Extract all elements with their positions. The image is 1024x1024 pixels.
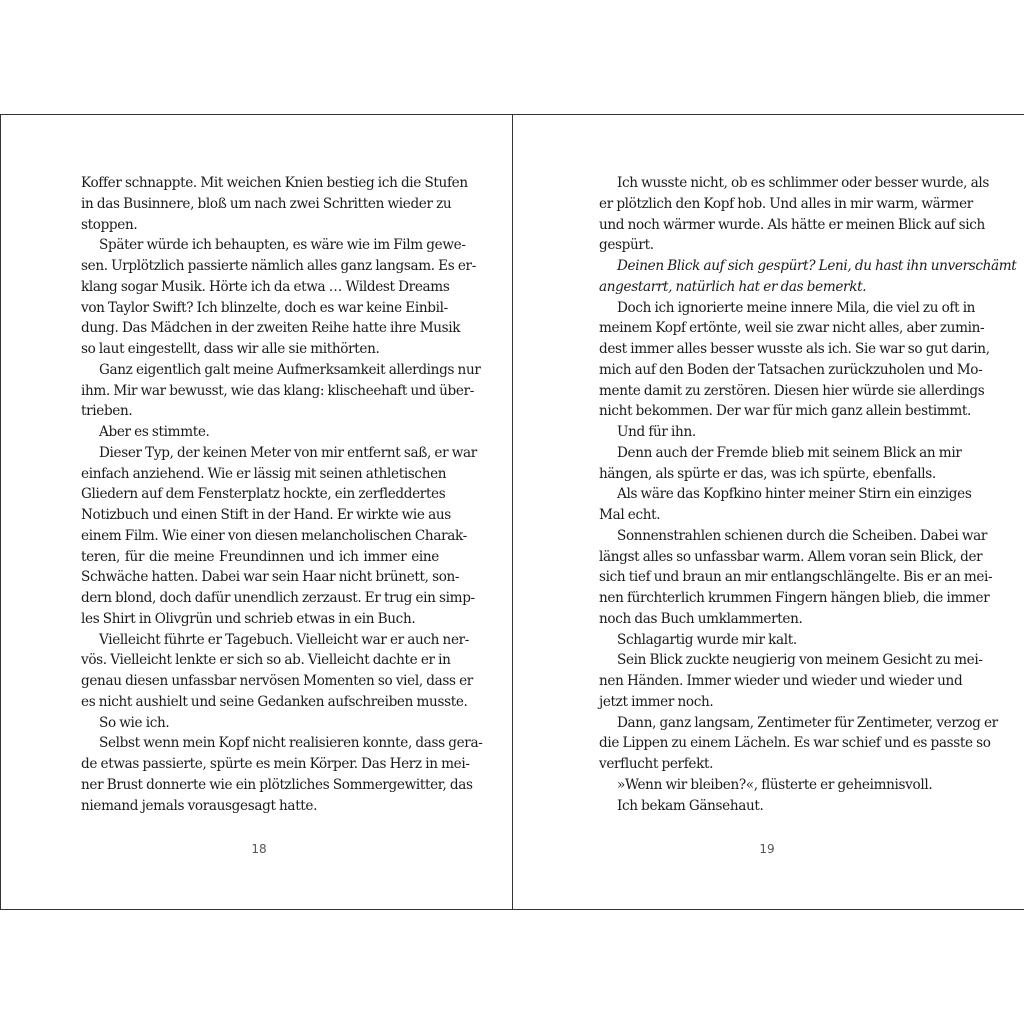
right-page-number: 19: [759, 842, 775, 856]
text-line: mich auf den Boden der Tatsachen zurückzuholen und Mo-: [599, 361, 983, 378]
text-line: Ich bekam Gänsehaut.: [617, 797, 764, 814]
text-line: niemand jemals vorausgesagt hatte.: [81, 797, 318, 814]
book-spread: [0, 114, 1024, 910]
text-line: dest immer alles besser wusste als ich. Sie war so gut darin,: [599, 341, 990, 357]
text-line: Deinen Blick auf sich gespürt? Leni, du hast ihn unverschämt: [617, 258, 1017, 274]
right-page-text: [599, 173, 1017, 816]
text-line: klang sogar Musik. Hörte ich da etwa … Wildest Dreams: [81, 278, 450, 295]
left-page-text: [81, 173, 483, 816]
text-line: Sonnenstrahlen schienen durch die Scheiben. Dabei war: [617, 527, 988, 544]
text-line: Dieser Typ, der keinen Meter von mir entfernt saß, er war: [99, 444, 477, 461]
text-line: sen. Urplötzlich passierte nämlich alles ganz langsam. Es er-: [81, 258, 476, 274]
right-page: [512, 114, 1024, 910]
text-line: angestarrt, natürlich hat er das bemerkt.: [599, 278, 867, 295]
text-line: Mal echt.: [599, 507, 661, 523]
text-line: es nicht aushielt und seine Gedanken aufschreiben musste.: [81, 693, 468, 710]
text-line: jetzt immer noch.: [599, 693, 714, 710]
text-line: in das Businnere, bloß um nach zwei Schritten wieder zu: [81, 195, 452, 212]
text-line: dung. Das Mädchen in der zweiten Reihe hatte ihre Musik: [81, 320, 461, 337]
text-line: Schwäche hatten. Dabei war sein Haar nicht brünett, son-: [81, 569, 460, 586]
text-line: er plötzlich den Kopf hob. Und alles in mir warm, wärmer: [599, 195, 973, 212]
text-line: Denn auch der Fremde blieb mit seinem Blick an mir: [617, 444, 962, 461]
text-line: ihm. Mir war bewusst, wie das klang: klischeehaft und über-: [81, 382, 474, 399]
text-line: Vielleicht führte er Tagebuch. Vielleicht war er auch ner-: [99, 631, 470, 648]
text-line: nen Händen. Immer wieder und wieder und wieder und: [599, 673, 963, 689]
text-line: die Lippen zu einem Lächeln. Es war schief und es passte so: [599, 735, 991, 752]
text-line: meinem Kopf ertönte, weil sie zwar nicht alles, aber zumin-: [599, 320, 985, 337]
text-line: noch das Buch umklammerten.: [599, 610, 803, 627]
text-line: Schlagartig wurde mir kalt.: [617, 631, 797, 648]
text-line: ner Brust donnerte wie ein plötzliches Sommergewitter, das: [81, 776, 473, 793]
text-line: sich tief und braun an mir entlangschlängelte. Bis er an mei-: [599, 569, 993, 586]
text-line: stoppen.: [81, 216, 138, 233]
text-line: Sein Blick zuckte neugierig von meinem Gesicht zu mei-: [617, 652, 983, 669]
text-line: einfach anziehend. Wie er lässig mit seinen athletischen: [81, 465, 447, 482]
text-line: mente damit zu zerstören. Diesen hier würde sie allerdings: [599, 382, 985, 399]
text-line: nen fürchterlich krummen Fingern hängen blieb, die immer: [599, 590, 990, 606]
text-line: les Shirt in Olivgrün und schrieb etwas in ein Buch.: [81, 610, 416, 627]
text-line: So wie ich.: [99, 714, 170, 731]
text-line: Koffer schnappte. Mit weichen Knien bestieg ich die Stufen: [81, 175, 468, 191]
text-line: Doch ich ignorierte meine innere Mila, die viel zu oft in: [617, 299, 976, 316]
text-line: Dann, ganz langsam, Zentimeter für Zentimeter, verzog er: [617, 714, 998, 731]
text-line: genau diesen unfassbar nervösen Momenten so viel, dass er: [81, 673, 473, 689]
text-line: und noch wärmer wurde. Als hätte er meinen Blick auf sich: [599, 216, 985, 233]
text-line: trieben.: [81, 403, 133, 420]
text-line: Ich wusste nicht, ob es schlimmer oder besser wurde, als: [617, 175, 989, 191]
text-line: »Wenn wir bleiben?«, flüsterte er geheimnisvoll.: [617, 776, 933, 793]
text-line: Selbst wenn mein Kopf nicht realisieren konnte, dass gera-: [99, 735, 483, 752]
text-line: Später würde ich behaupten, es wäre wie im Film gewe-: [99, 237, 466, 254]
text-line: nicht bekommen. Der war für mich ganz allein bestimmt.: [599, 403, 972, 420]
text-line: vös. Vielleicht lenkte er sich so ab. Vielleicht dachte er in: [81, 652, 451, 669]
text-line: gespürt.: [599, 237, 654, 254]
text-line: Aber es stimmte.: [99, 424, 210, 440]
text-line: von Taylor Swift? Ich blinzelte, doch es war keine Einbil-: [81, 299, 448, 316]
text-line: Und für ihn.: [617, 424, 696, 440]
text-line: Notizbuch und einen Stift in der Hand. Er wirkte wie aus: [81, 507, 451, 523]
text-line: dern blond, doch dafür unendlich zerzaust. Er trug ein simp-: [81, 590, 475, 606]
text-line: hängen, als spürte er das, was ich spürte, ebenfalls.: [599, 465, 936, 482]
book-fold: [512, 114, 513, 910]
text-line: einem Film. Wie einer von diesen melancholischen Charak-: [81, 527, 467, 544]
left-page: [0, 114, 513, 910]
text-line: de etwas passierte, spürte es mein Körper. Das Herz in mei-: [81, 756, 470, 772]
text-line: Ganz eigentlich galt meine Aufmerksamkeit allerdings nur: [99, 361, 481, 378]
text-line: teren, für die meine Freundinnen und ich immer eine: [81, 548, 439, 565]
text-line: Als wäre das Kopfkino hinter meiner Stirn ein einziges: [617, 486, 972, 503]
left-page-number: 18: [251, 842, 267, 856]
text-line: verflucht perfekt.: [599, 756, 714, 772]
text-line: so laut eingestellt, dass wir alle sie mithörten.: [81, 341, 380, 357]
text-line: Gliedern auf dem Fensterplatz hockte, ein zerfleddertes: [81, 486, 446, 503]
text-line: längst alles so unfassbar warm. Allem voran sein Blick, der: [599, 548, 983, 565]
